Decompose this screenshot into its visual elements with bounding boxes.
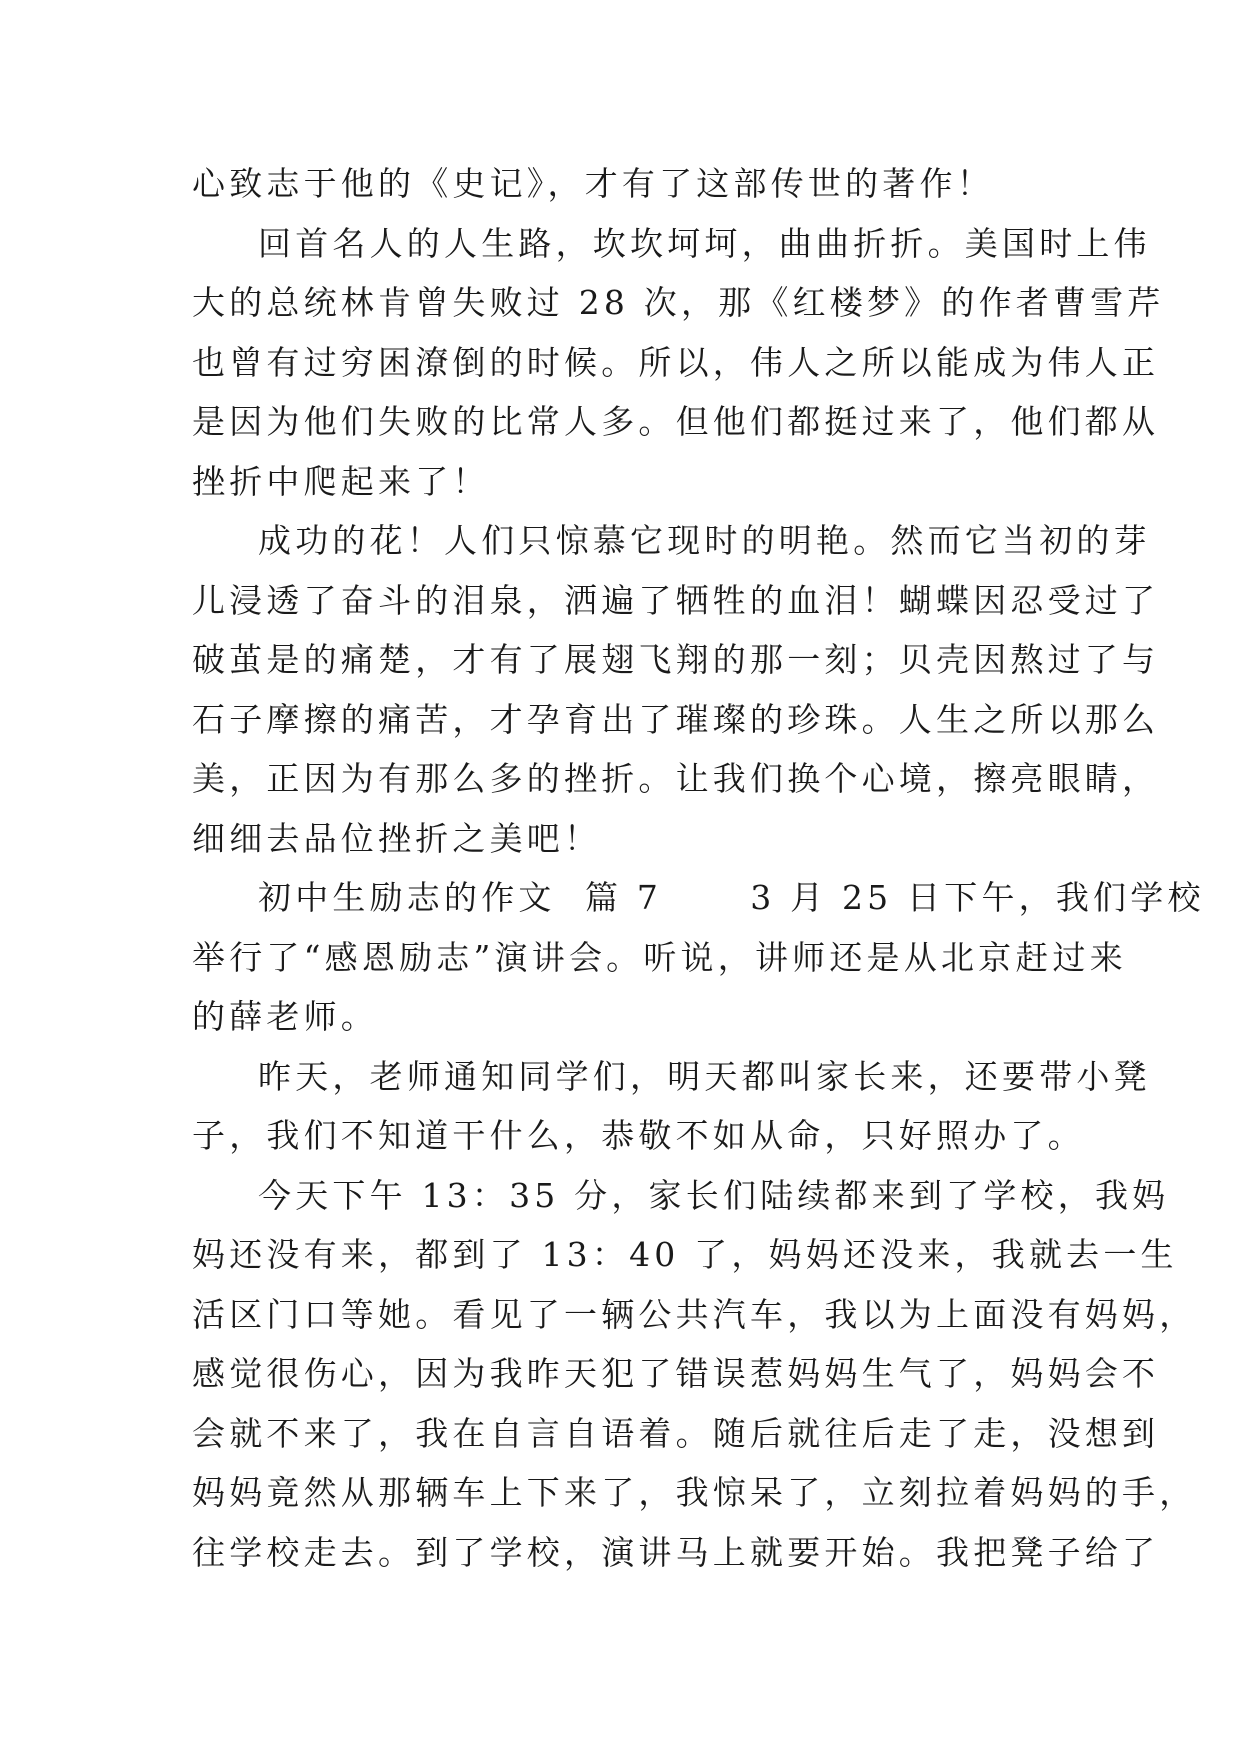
- text-line: 今天下午 13：35 分，家长们陆续都来到了学校，我妈: [258, 1175, 1170, 1215]
- text-line: 初中生励志的作文 篇 7 3 月 25 日下午，我们学校: [258, 878, 1205, 917]
- text-line: 大的总统林肯曾失败过 28 次，那《红楼梦》的作者曹雪芹: [192, 283, 1165, 322]
- text-line: 活区门口等她。看见了一辆公共汽车，我以为上面没有妈妈，: [192, 1294, 1197, 1334]
- text-line: 细细去品位挫折之美吧！: [192, 818, 602, 858]
- text-line: 会就不来了，我在自言自语着。随后就往后走了走，没想到: [192, 1413, 1160, 1453]
- text-line: 往学校走去。到了学校，演讲马上就要开始。我把凳子给了: [192, 1532, 1160, 1572]
- text-line: 的薛老师。: [192, 997, 378, 1036]
- text-line: 感觉很伤心，因为我昨天犯了错误惹妈妈生气了，妈妈会不: [192, 1354, 1160, 1393]
- text-line: 举行了“感恩励志”演讲会。听说，讲师还是从北京赶过来: [192, 937, 1127, 977]
- text-line: 美，正因为有那么多的挫折。让我们换个心境，擦亮眼睛，: [192, 759, 1160, 798]
- text-line: 石子摩擦的痛苦，才孕育出了璀璨的珍珠。人生之所以那么: [192, 699, 1160, 739]
- text-line: 成功的花！人们只惊慕它现时的明艳。然而它当初的芽: [258, 521, 1151, 560]
- text-line: 心致志于他的《史记》，才有了这部传世的著作！: [192, 164, 994, 203]
- text-line: 破茧是的痛楚，才有了展翅飞翔的那一刻；贝壳因熬过了与: [192, 640, 1160, 679]
- text-line: 子，我们不知道干什么，恭敬不如从命，只好照办了。: [192, 1116, 1085, 1155]
- text-line: 儿浸透了奋斗的泪泉，洒遍了牺牲的血泪！蝴蝶因忍受过了: [192, 580, 1160, 620]
- document-body: [192, 154, 1205, 1582]
- text-line: 妈妈竟然从那辆车上下来了，我惊呆了，立刻拉着妈妈的手，: [192, 1473, 1197, 1512]
- text-line: 也曾有过穷困潦倒的时候。所以，伟人之所以能成为伟人正: [192, 342, 1160, 382]
- text-line: 是因为他们失败的比常人多。但他们都挺过来了，他们都从: [192, 402, 1160, 441]
- text-line: 回首名人的人生路，坎坎坷坷，曲曲折折。美国时上伟: [258, 223, 1151, 263]
- text-line: 昨天，老师通知同学们，明天都叫家长来，还要带小凳: [258, 1056, 1151, 1096]
- text-line: 妈还没有来，都到了 13：40 了，妈妈还没来，我就去一生: [192, 1235, 1178, 1274]
- text-line: 挫折中爬起来了！: [192, 461, 490, 501]
